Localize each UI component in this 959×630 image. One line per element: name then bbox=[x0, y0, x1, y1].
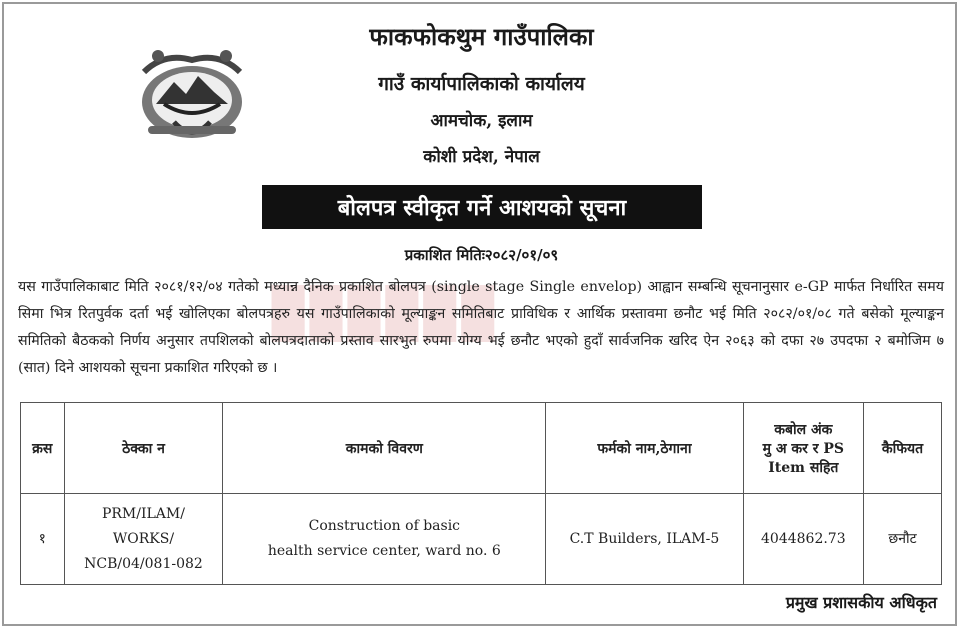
col-firm-header: फर्मको नाम,ठेगाना bbox=[546, 403, 743, 494]
row-contract-no bbox=[64, 494, 223, 585]
notice-body: यस गाउँपालिकाबाट मिति २०८१/१२/०४ गतेको मध्यान्न दैनिक प्रकाशित बोलपत्र (single stage Single envelop) आह्वान सम्बन्धि सूचनानुसार e-GP मार्फत निर्धारित समय सिमा भित्र रितपुर्वक दर्ता भई खोलिएका बोलपत्रहरु यस गाउँपालिकाको मूल्याङ्कन समितिबाट प्राविधिक र आर्थिक प्रस्तावमा छनौट भई मिति २०८२/०१/०८ गते बसेको मूल्याङ्कन समितिको बैठकको निर्णय अनुसार तपशिलको बोलपत्रदाताको प्रस्ताव सारभुत रुपमा योग्य भई छनौट भएको हुदाँ सार्वजनिक खरिद ऐन २०६३ को दफा २७ उपदफा २ बमोजिम ७ (सात) दिने आशयको सूचना प्रकाशित गरिएको छ । bbox=[18, 279, 944, 376]
row-amount: 4044862.73 bbox=[743, 494, 863, 585]
table-row bbox=[21, 494, 942, 585]
col-description-header: कामको विवरण bbox=[223, 403, 546, 494]
col-sn-header: क्रस bbox=[21, 403, 65, 494]
col-contract-header: ठेक्का न bbox=[64, 403, 223, 494]
contract-line1: PRM/ILAM/ bbox=[101, 505, 185, 522]
contract-line2: WORKS/ bbox=[112, 530, 175, 547]
municipality-name: फाकफोकथुम गाउँपालिका bbox=[369, 22, 594, 51]
tender-table bbox=[20, 402, 942, 585]
signature-title: प्रमुख प्रशासकीय अधिकृत bbox=[785, 593, 937, 612]
amount-header-line1: कबोल अंक bbox=[774, 421, 833, 438]
description-line2: health service center, ward no. 6 bbox=[267, 543, 501, 559]
amount-header-line3: Item सहित bbox=[768, 459, 839, 476]
office-location: आमचोक, इलाम bbox=[430, 111, 533, 131]
contract-line3: NCB/04/081-082 bbox=[84, 555, 203, 572]
notice-page bbox=[2, 2, 957, 626]
province-country: कोशी प्रदेश, नेपाल bbox=[423, 147, 540, 167]
row-sn: १ bbox=[21, 494, 65, 585]
row-firm: C.T Builders, ILAM-5 bbox=[546, 494, 743, 585]
notice-title: बोलपत्र स्वीकृत गर्ने आशयको सूचना bbox=[262, 185, 702, 229]
description-line1: Construction of basic bbox=[308, 518, 461, 534]
col-amount-header bbox=[743, 403, 863, 494]
row-remarks: छनौट bbox=[864, 494, 942, 585]
watermark-logo: ▉▉▉▉▉▉ bbox=[272, 286, 500, 342]
row-description bbox=[223, 494, 546, 585]
published-date: प्रकाशित मितिः२०८२/०१/०९ bbox=[404, 246, 559, 264]
office-name: गाउँ कार्यापालिकाको कार्यालय bbox=[378, 73, 585, 95]
col-remarks-header: कैफियत bbox=[864, 403, 942, 494]
table-header-row bbox=[21, 403, 942, 494]
amount-header-line2: मु अ कर र PS bbox=[762, 440, 845, 457]
